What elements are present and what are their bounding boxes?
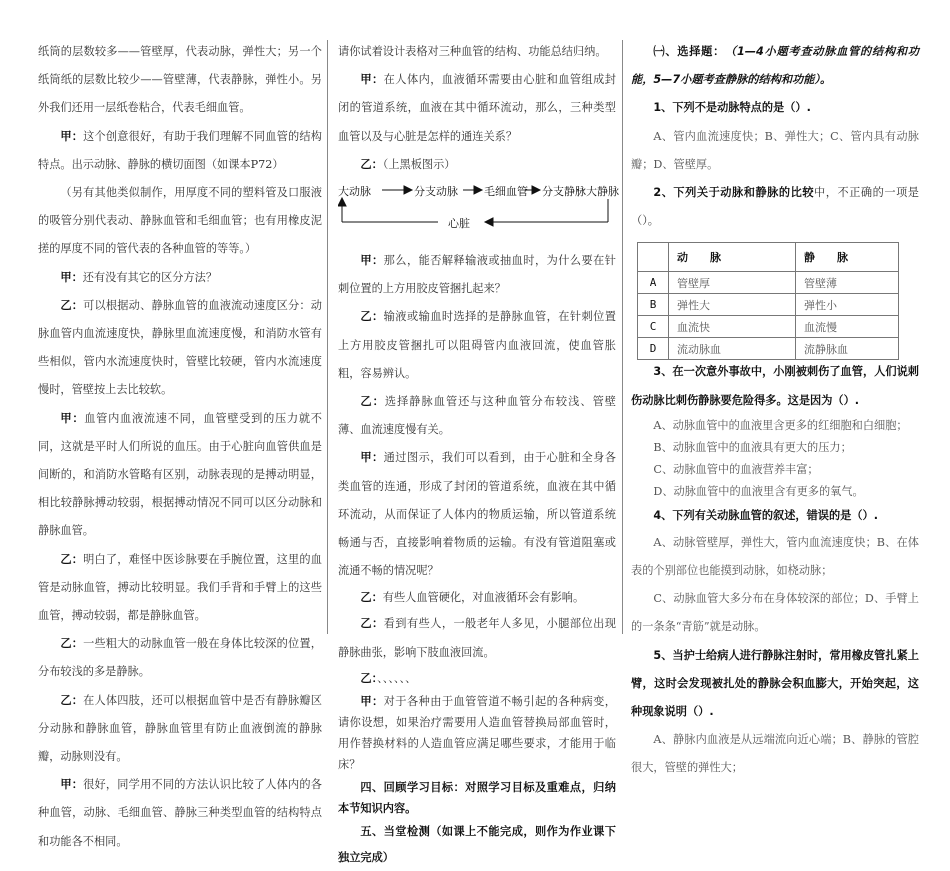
column-divider-2 <box>622 40 623 634</box>
question-1: 1、下列不是动脉特点的是（）. <box>653 101 811 115</box>
speaker-label: 甲： <box>60 411 85 425</box>
dialogue-line: 乙：明白了，难怪中医诊脉要在手腕位置，这里的血管是动脉血管，搏动比较明显。我们手背和手臂上的这些血管，搏动较弱，都是静脉血管。 <box>38 552 322 623</box>
dialogue-line: 乙：选择静脉血管还与这种血管分布较浅、管壁薄、血流速度慢有关。 <box>338 395 616 437</box>
diagram-node: 毛细血管 <box>484 185 528 199</box>
dialogue-line: 乙：输液或输血时选择的是静脉血管，在针刺位置上方用胶皮管捆扎可以阻碍管内血液回流，使血管胀粗，容易辨认。 <box>338 310 616 380</box>
question-3-option: C、动脉血管中的血液营养丰富； <box>653 462 819 476</box>
dialogue-line: 乙：可以根据动、静脉血管的血液流动速度区分：动脉血管内血流速度快，静脉里血流速度慢，和消防水管有些相似，管内水流速度快时，管壁比较硬，管内水流速度慢时，管壁按上去比较软。 <box>38 298 322 397</box>
dialogue-line: 甲：那么，能否解释输液或抽血时，为什么要在针刺位置的上方用胶皮管捆扎起来？ <box>338 254 616 296</box>
column-divider-1 <box>327 40 328 634</box>
speaker-label: 甲： <box>360 451 384 465</box>
dialogue-line: 乙：在人体四肢，还可以根据血管中是否有静脉瓣区分动脉和静脉血管，静脉血管里有防止血液倒流的静脉瓣，动脉则没有。 <box>38 693 322 764</box>
question-4-options: A、动脉管壁厚，弹性大，管内血流速度快；B、在体表的个别部位也能摸到动脉，如桡动脉； <box>631 535 919 578</box>
dialogue-line: 甲：还有没有其它的区分方法？ <box>60 270 218 284</box>
table-header: 静 脉 <box>796 243 899 272</box>
question-3-option: B、动脉血管中的血液具有更大的压力； <box>653 440 852 454</box>
paragraph: 请你试着设计表格对三种血管的结构、功能总结归纳。 <box>338 45 607 58</box>
question-1-options: A、管内血流速度快；B、弹性大；C、管内具有动脉瓣；D、管壁厚。 <box>631 129 919 171</box>
table-header: 动 脉 <box>669 243 796 272</box>
table-row: B 弹性大 弹性小 <box>638 294 899 316</box>
question-4: 4、下列有关动脉血管的叙述，错误的是（）. <box>653 508 878 522</box>
speaker-label: 甲： <box>60 129 84 143</box>
dialogue-line: 乙：（上黑板图示） <box>360 157 456 171</box>
speaker-label: 乙： <box>60 298 84 312</box>
speaker-label: 乙： <box>60 693 84 707</box>
dialogue-line: 乙：有些人血管硬化，对血液循环会有影响。 <box>360 591 585 605</box>
diagram-heart-node: 心脏 <box>448 217 470 231</box>
speaker-label: 甲： <box>60 778 84 792</box>
question-4-options: C、动脉血管大多分布在身体较深的部位；D、手臂上的一条条“青筋”就是动脉。 <box>631 592 919 634</box>
section-heading-quiz: 五、当堂检测（如课上不能完成，则作为作业课下独立完成） <box>338 824 616 864</box>
diagram-node: 分支静脉 <box>542 185 586 199</box>
dialogue-line: 乙：、、、、、、 <box>360 671 417 685</box>
diagram-node: 大静脉 <box>586 185 619 199</box>
dialogue-line: 甲：通过图示，我们可以看到，由于心脏和全身各类血管的连通，形成了封闭的管道系统，血液在其中循环流动，从而保证了人体内的物质运输，所以管道系统畅通与否，直接影响着物质的运输。有没有管道阻塞或流通不畅的情况呢？ <box>338 451 616 578</box>
speaker-label: 乙： <box>360 591 383 605</box>
speaker-label: 乙： <box>360 157 383 171</box>
speaker-label: 乙： <box>360 310 384 324</box>
table-row: A 管壁厚 管壁薄 <box>638 272 899 294</box>
table-header-row <box>638 243 899 272</box>
quiz-section-title <box>631 38 919 94</box>
paragraph: （另有其他类似制作，用厚度不同的塑料管及口服液的吸管分别代表动、静脉血管和毛细血管；也有用橡皮泥搓的厚度不同的管代表的各种血管的等等。） <box>38 186 322 256</box>
dialogue-line: 乙：看到有些人，一般老年人多见，小腿部位出现静脉曲张，影响下肢血液回流。 <box>338 617 616 659</box>
dialogue-line: 甲：血管内血液流速不同，血管壁受到的压力就不同，这就是平时人们所说的血压。由于心脏向血管供血是间断的，和消防水管略有区别，动脉表现的是搏动明显，相比较静脉搏动较弱，根据搏动情况不同可以区分动脉和静脉血管。 <box>38 411 322 538</box>
speaker-label: 乙： <box>60 552 84 566</box>
speaker-label: 乙： <box>360 395 385 409</box>
dialogue-line: 乙：一些粗大的动脉血管一般在身体比较深的位置，分布较浅的多是静脉。 <box>38 637 322 679</box>
table-header <box>638 243 669 272</box>
speaker-label: 乙： <box>360 617 384 631</box>
table-row: D 流动脉血 流静脉血 <box>638 338 899 360</box>
column-middle <box>338 38 619 871</box>
question-3-option: D、动脉血管中的血液里含有更多的氧气。 <box>653 484 864 498</box>
question-2: 2、下列关于动脉和静脉的比较中，不正确的一项是（）。 <box>631 186 919 228</box>
speaker-label: 甲： <box>360 694 384 708</box>
question-3: 3、在一次意外事故中，小刚被刺伤了血管，人们说刺伤动脉比刺伤静脉要危险得多。这是因为（）. <box>631 365 919 407</box>
dialogue-line: 甲：对于各种由于血管管道不畅引起的各种病变，请你设想，如果治疗需要用人造血管替换局部血管时，用作替换材料的人造血管应满足哪些要求，才能用于临床？ <box>338 694 616 771</box>
question-3-option: A、动脉血管中的血液里含更多的红细胞和白细胞； <box>653 418 908 432</box>
speaker-label: 乙： <box>360 671 378 685</box>
speaker-label: 甲： <box>60 270 83 284</box>
diagram-node: 大动脉 <box>338 185 371 199</box>
speaker-label: 甲： <box>360 73 384 87</box>
question-5: 5、当护士给病人进行静脉注射时，常用橡皮管扎紧上臂，这时会发现被扎处的静脉会积血膨大，开始突起，这种现象说明（）. <box>631 648 919 719</box>
dialogue-line: 甲：很好，同学用不同的方法认识比较了人体内的各种血管，动脉、毛细血管、静脉三种类型血管的结构特点和功能各不相同。 <box>38 778 322 848</box>
column-left <box>38 38 322 856</box>
diagram-node: 分支动脉 <box>414 185 458 199</box>
section-heading-review: 四、回顾学习目标：对照学习目标及重难点，归纳本节知识内容。 <box>338 780 616 815</box>
question-5-options: A、静脉内血液是从远端流向近心端；B、静脉的管腔很大，管壁的弹性大； <box>631 733 919 775</box>
speaker-label: 乙： <box>60 637 84 651</box>
table-row: C 血流快 血流慢 <box>638 316 899 338</box>
dialogue-line: 甲：在人体内，血液循环需要由心脏和血管组成封闭的管道系统，血液在其中循环流动，那么，三种类型血管以及与心脏是怎样的通连关系？ <box>338 73 616 143</box>
section-note: （1—4小题考查动脉血管的结构和功能，5—7小题考查静脉的结构和功能）。 <box>631 45 919 87</box>
speaker-label: 甲： <box>360 254 384 268</box>
comparison-table <box>637 242 899 360</box>
dialogue-line: 甲：这个创意很好，有助于我们理解不同血管的结构特点。出示动脉、静脉的横切面图（如课本P72） <box>38 129 322 171</box>
paragraph: 纸筒的层数较多——管壁厚，代表动脉，弹性大；另一个纸筒纸的层数比较少——管壁薄，代表静脉，弹性小。另外我们还用一层纸卷粘合，代表毛细血管。 <box>38 45 322 115</box>
section-label: ㈠、选择题： <box>653 45 726 58</box>
circulation-diagram <box>338 181 619 241</box>
